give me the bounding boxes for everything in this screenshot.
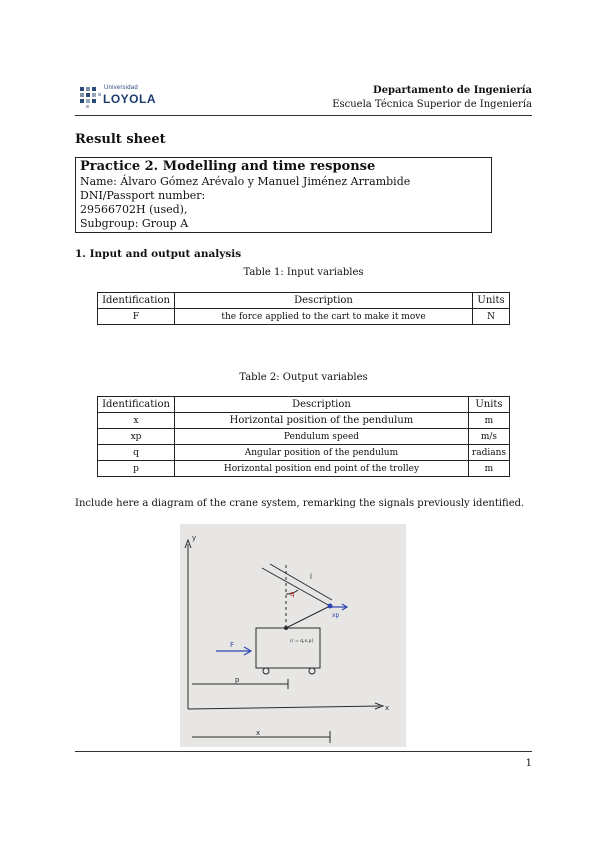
angle-label: q: [290, 590, 295, 598]
table-row: [98, 413, 510, 429]
footer-divider: [75, 751, 532, 752]
table2-caption: Table 2: Output variables: [239, 372, 368, 383]
table-header-cell: Units: [473, 293, 510, 309]
table-header-cell: Description: [175, 397, 469, 413]
logo-mark-icon: [78, 85, 102, 109]
table-row: [98, 461, 510, 477]
diagram-instruction: Include here a diagram of the crane system, remarking the signals previously identified.: [75, 498, 525, 509]
table-cell: Horizontal position of the pendulum: [175, 413, 469, 429]
table-cell: Angular position of the pendulum: [175, 445, 469, 461]
header-divider: [75, 115, 532, 116]
table-cell: F: [98, 309, 175, 325]
table-cell: the force applied to the cart to make it move: [175, 309, 473, 325]
table-cell: m/s: [468, 429, 509, 445]
table-header-row: [98, 293, 510, 309]
table-header-cell: Identification: [98, 293, 175, 309]
pendulum-mass: [328, 604, 333, 609]
table-cell: N: [473, 309, 510, 325]
x-axis-label: x: [385, 704, 390, 712]
crane-diagram: [180, 524, 406, 747]
x-label: x: [256, 729, 261, 737]
output-variables-table: [97, 396, 510, 477]
table-header-cell: Description: [175, 293, 473, 309]
table-cell: p: [98, 461, 175, 477]
y-axis-label: y: [192, 534, 197, 542]
photo-background: [180, 524, 406, 747]
subgroup-line: Subgroup: Group A: [80, 217, 189, 230]
section-title: 1. Input and output analysis: [75, 248, 242, 260]
header-right: [332, 84, 532, 112]
info-box: [75, 157, 492, 233]
dni-value: 29566702H (used),: [80, 203, 188, 216]
table-header-cell: Units: [468, 397, 509, 413]
pivot-point: [284, 626, 288, 630]
speed-label: xp: [332, 612, 340, 619]
practice-title: Practice 2. Modelling and time response: [80, 159, 376, 174]
table-cell: Pendulum speed: [175, 429, 469, 445]
page-number: 1: [525, 758, 532, 769]
table-cell: xp: [98, 429, 175, 445]
force-label: F: [230, 641, 235, 649]
university-logo: [78, 84, 162, 110]
school-name: Escuela Técnica Superior de Ingeniería: [332, 99, 532, 110]
table-cell: x: [98, 413, 175, 429]
table-header-row: [98, 397, 510, 413]
table-cell: radians: [468, 445, 509, 461]
cart-note: (r = q,x,p): [290, 639, 314, 644]
table-cell: m: [468, 461, 509, 477]
length-label: l: [310, 573, 312, 581]
table-row: [98, 445, 510, 461]
p-label: p: [235, 676, 240, 684]
table-cell: Horizontal position end point of the trolley: [175, 461, 469, 477]
table-cell: m: [468, 413, 509, 429]
table-cell: q: [98, 445, 175, 461]
input-variables-table: [97, 292, 510, 325]
page-title: Result sheet: [75, 132, 166, 147]
department-name: Departamento de Ingeniería: [373, 85, 532, 96]
name-line: Name: Álvaro Gómez Arévalo y Manuel Jiménez Arrambide: [80, 175, 411, 188]
table-row: [98, 309, 510, 325]
logo-big-text: LOYOLA: [103, 92, 156, 106]
dni-label: DNI/Passport number:: [80, 189, 206, 202]
table-row: [98, 429, 510, 445]
table1-caption: Table 1: Input variables: [243, 267, 364, 278]
table-header-cell: Identification: [98, 397, 175, 413]
logo-small-text: Universidad: [104, 85, 138, 91]
